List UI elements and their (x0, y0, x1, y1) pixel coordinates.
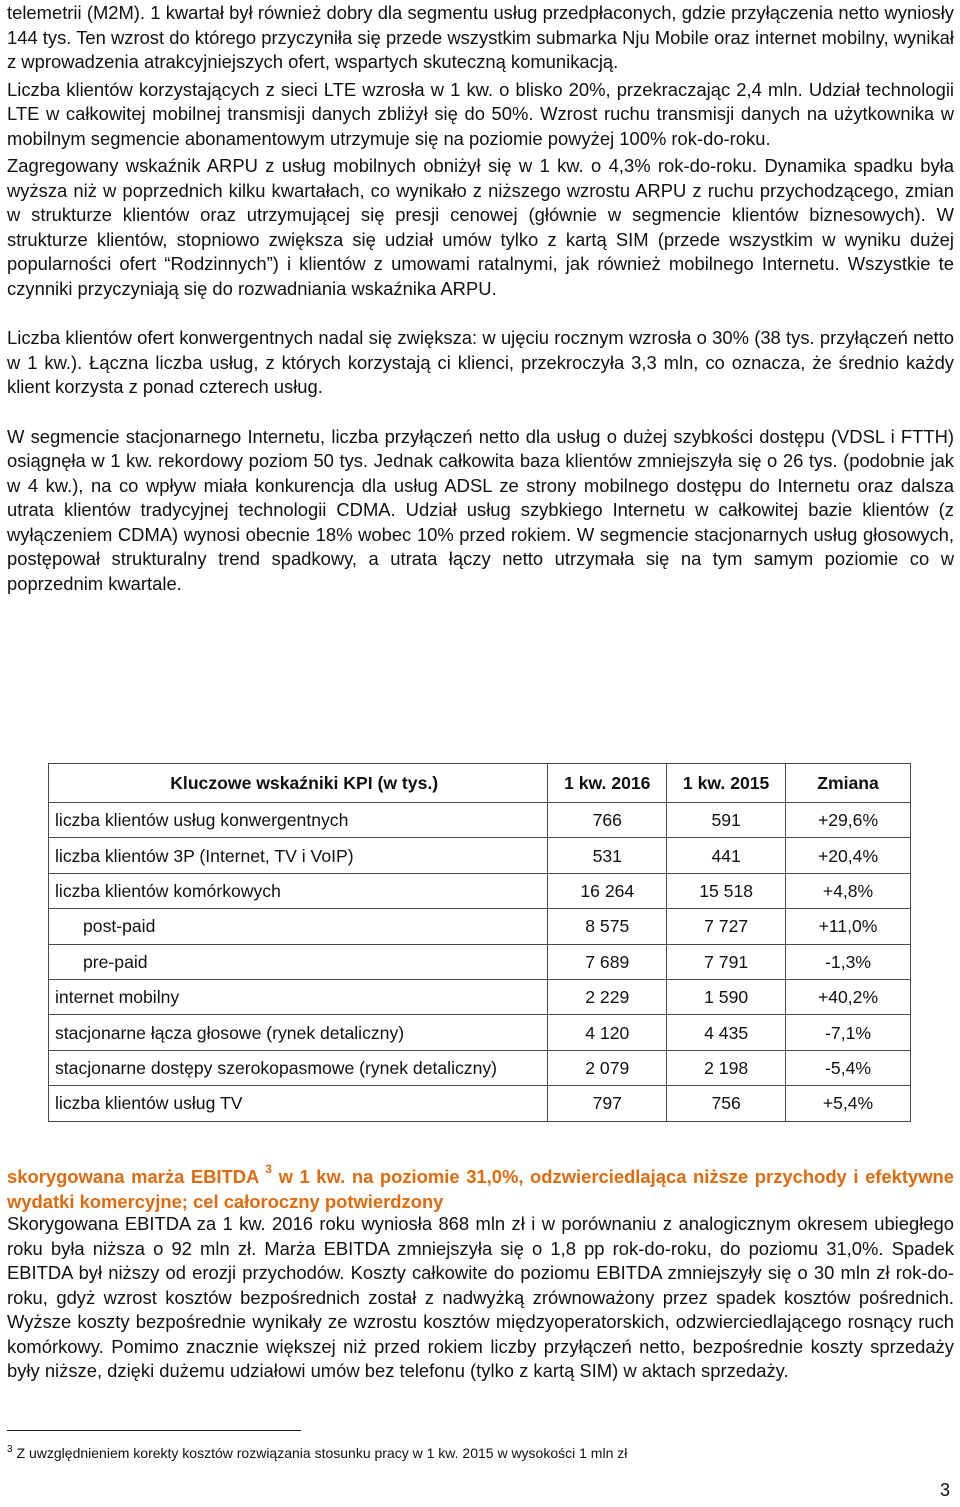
kpi-row-change: -5,4% (786, 1050, 911, 1085)
kpi-row-change: +29,6% (786, 803, 911, 838)
kpi-row-change: +11,0% (786, 909, 911, 944)
kpi-header-change: Zmiana (786, 764, 911, 803)
kpi-header-2015: 1 kw. 2015 (667, 764, 786, 803)
footnote-marker: 3 (7, 1444, 13, 1455)
kpi-row-2016: 7 689 (548, 944, 667, 979)
kpi-row-label: liczba klientów usług TV (49, 1086, 548, 1121)
footnote-ref: 3 (265, 1162, 272, 1176)
paragraph-ebitda: Skorygowana EBITDA za 1 kw. 2016 roku wyniosła 868 mln zł i w porównaniu z analogicznym okresem ubiegłego roku była niższa o 92 mln zł. Marża EBITDA zmniejszyła się o 1,8 pp rok-do-roku, do poziomu 31,0%. Spadek EBITDA był niższy od erozji przychodów. Koszty całkowite do poziomu EBITDA zmniejszyły się o 30 mln zł rok-do-roku, gdyż wzrost kosztów bezpośrednich został z nadwyżką zrównoważony przez spadek kosztów pośrednich. Wyższe koszty bezpośrednie wynikały ze wzrostu kosztów międzyoperatorskich, odzwierciedlającego rosnący ruch komórkowy. Pomimo znacznie większej niż przed rokiem liczby przyłączeń netto, bezpośrednie koszty sprzedaży były niższe, dzięki dużemu udziałowi umów bez telefonu (tylko z kartą SIM) w aktach sprzedaży. (7, 1213, 954, 1381)
kpi-row-change: +40,2% (786, 979, 911, 1014)
kpi-row-2016: 797 (548, 1086, 667, 1121)
table-row (49, 944, 911, 979)
kpi-row-label: internet mobilny (49, 979, 548, 1014)
kpi-row-change: +20,4% (786, 838, 911, 873)
kpi-row-2016: 766 (548, 803, 667, 838)
page-number: 3 (939, 1480, 950, 1500)
footnote-divider (7, 1430, 301, 1431)
kpi-header-label: Kluczowe wskaźniki KPI (w tys.) (49, 764, 548, 803)
kpi-row-change: -7,1% (786, 1015, 911, 1050)
kpi-row-label: liczba klientów komórkowych (49, 873, 548, 908)
kpi-row-2015: 15 518 (667, 873, 786, 908)
ebitda-heading (7, 1157, 954, 1214)
kpi-row-2015: 7 791 (667, 944, 786, 979)
kpi-row-2016: 2 229 (548, 979, 667, 1014)
kpi-row-2016: 2 079 (548, 1050, 667, 1085)
kpi-row-2015: 441 (667, 838, 786, 873)
kpi-row-2016: 531 (548, 838, 667, 873)
paragraph-lte: Liczba klientów korzystających z sieci LTE wzrosła w 1 kw. o blisko 20%, przekraczając 2,4 mln. Udział technologii LTE w całkowitej mobilnej transmisji danych zbliżył się do 50%. Wzrost ruchu transmisji danych na użytkownika w mobilnym segmencie abonamentowym utrzymuje się na poziomie powyżej 100% rok-do-roku. (7, 78, 954, 149)
kpi-row-change: +5,4% (786, 1086, 911, 1121)
ebitda-heading-part2: w 1 kw. na poziomie 31,0%, odzwierciedlająca niższe przychody i efektywne wydatki komercyjne; cel całoroczny potwierdzony (7, 1166, 955, 1212)
kpi-row-change: -1,3% (786, 944, 911, 979)
table-row (49, 1015, 911, 1050)
paragraph-fixed-internet: W segmencie stacjonarnego Internetu, liczba przyłączeń netto dla usług o dużej szybkości dostępu (VDSL i FTTH) osiągnęła w 1 kw. rekordowy poziom 50 tys. Jednak całkowita baza klientów zmniejszyła się o 26 tys. (podobnie jak w 4 kw.), na co wpływ miała konkurencja dla usług ADSL ze strony mobilnego dostępu do Internetu oraz dalsza utrata klientów tradycyjnej technologii CDMA. Udział usług szybkiego Internetu w całkowitej bazie klientów (z wyłączeniem CDMA) wynosi obecnie 18% wobec 10% przed rokiem. W segmencie stacjonarnych usług głosowych, postępował strukturalny trend spadkowy, a utrata łączy netto utrzymała się na tym samym poziomie co w poprzednim kwartale. (7, 425, 954, 594)
table-row (49, 1086, 911, 1121)
paragraph-convergent: Liczba klientów ofert konwergentnych nadal się zwiększa: w ujęciu rocznym wzrosła o 30% (38 tys. przyłączeń netto w 1 kw.). Łączna liczba usług, z których korzystają ci klienci, przekroczyła 3,3 mln, co oznacza, że średnio każdy klient korzysta z ponad czterech usług. (7, 327, 954, 397)
kpi-row-2016: 8 575 (548, 909, 667, 944)
footnote (7, 1441, 627, 1462)
footnote-text: Z uwzględnieniem korekty kosztów rozwiązania stosunku pracy w 1 kw. 2015 w wysokości 1 mln zł (16, 1445, 628, 1461)
table-row (49, 979, 911, 1014)
kpi-row-2015: 1 590 (667, 979, 786, 1014)
kpi-header-2016: 1 kw. 2016 (548, 764, 667, 803)
kpi-row-label: post-paid (49, 909, 548, 944)
kpi-row-label: pre-paid (49, 944, 548, 979)
kpi-row-label: stacjonarne łącza głosowe (rynek detaliczny) (49, 1015, 548, 1050)
paragraph-m2m-prepaid: telemetrii (M2M). 1 kwartał był również dobry dla segmentu usług przedpłaconych, gdzie przyłączenia netto wyniosły 144 tys. Ten wzrost do którego przyczyniła się przede wszystkim submarka Nju Mobile oraz internet mobilny, wynikał z wprowadzenia atrakcyjniejszych ofert, wspartych skuteczną komunikacją. (7, 2, 954, 72)
kpi-row-change: +4,8% (786, 873, 911, 908)
kpi-row-label: liczba klientów usług konwergentnych (49, 803, 548, 838)
ebitda-section (7, 1212, 954, 1384)
kpi-row-2016: 16 264 (548, 873, 667, 908)
table-row (49, 909, 911, 944)
kpi-row-2015: 7 727 (667, 909, 786, 944)
table-row (49, 838, 911, 873)
ebitda-heading-part1: skorygowana marża EBITDA (7, 1166, 259, 1187)
kpi-row-label: stacjonarne dostępy szerokopasmowe (rynek detaliczny) (49, 1050, 548, 1085)
table-row (49, 803, 911, 838)
kpi-table (48, 763, 911, 1122)
page-body (7, 0, 954, 596)
kpi-row-2016: 4 120 (548, 1015, 667, 1050)
table-row (49, 873, 911, 908)
paragraph-arpu: Zagregowany wskaźnik ARPU z usług mobilnych obniżył się w 1 kw. o 4,3% rok-do-roku. Dynamika spadku była wyższa niż w poprzednich kilku kwartałach, co wynikało z niższego wzrostu ARPU z ruchu przychodzącego, zmian w strukturze klientów oraz utrzymującej się presji cenowej (głównie w segmencie klientów biznesowych). W strukturze klientów, stopniowo zwiększa się udział umów tylko z kartą SIM (przede wszystkim w wyniku dużej popularności ofert “Rodzinnych”) i klientów z umowami ratalnymi, jak również mobilnego Internetu. Wszystkie te czynniki przyczyniają się do rozwadniania wskaźnika ARPU. (7, 155, 954, 299)
kpi-table-header-row (49, 764, 911, 803)
kpi-row-2015: 4 435 (667, 1015, 786, 1050)
kpi-row-label: liczba klientów 3P (Internet, TV i VoIP) (49, 838, 548, 873)
table-row (49, 1050, 911, 1085)
kpi-row-2015: 2 198 (667, 1050, 786, 1085)
kpi-row-2015: 756 (667, 1086, 786, 1121)
kpi-row-2015: 591 (667, 803, 786, 838)
